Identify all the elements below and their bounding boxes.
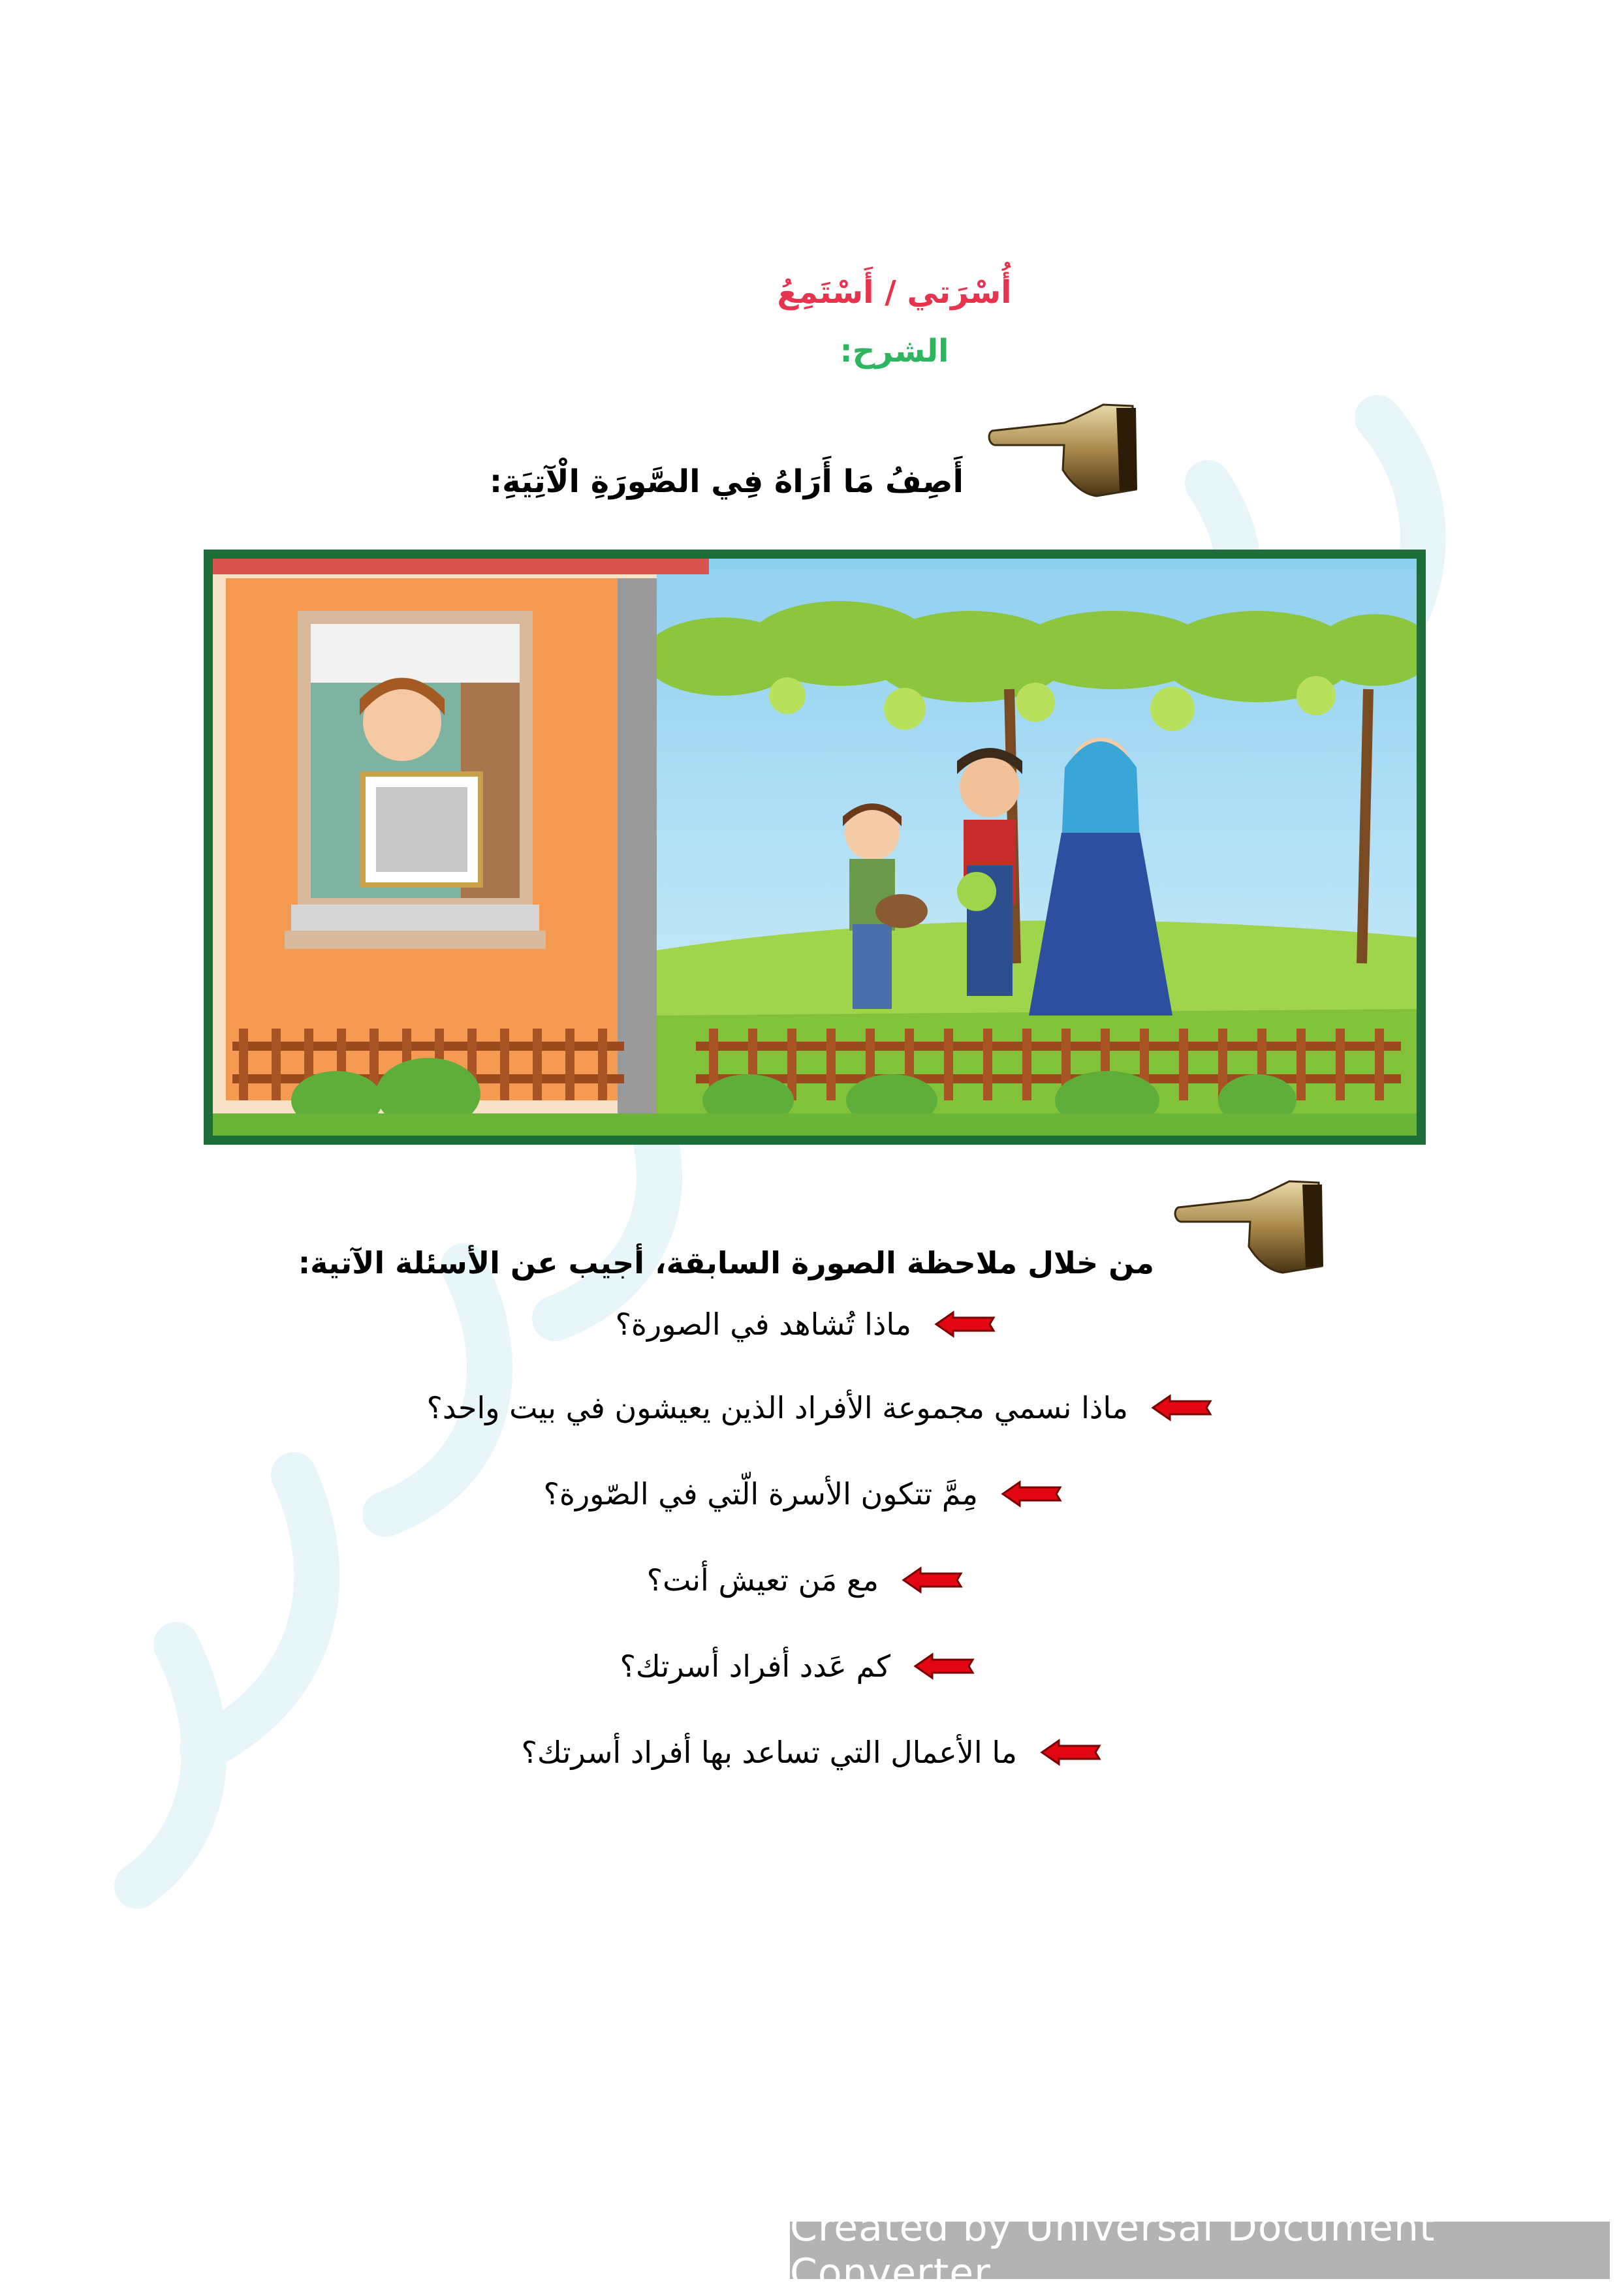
question-text: مِمَّ تتكون الأسرة الّتي في الصّورة؟ xyxy=(543,1476,978,1512)
question-text: كم عَدد أفراد أسرتك؟ xyxy=(620,1649,890,1684)
scene-illustration xyxy=(213,559,1417,1136)
question-text: ما الأعمال التي تساعد بها أفراد أسرتك؟ xyxy=(521,1735,1017,1770)
question-item xyxy=(620,1649,975,1684)
question-item xyxy=(615,1307,996,1342)
red-arrow-icon xyxy=(1150,1393,1213,1422)
page-title: أُسْرَتي / أَسْتَمِعُ xyxy=(777,274,1012,311)
red-arrow-icon xyxy=(901,1566,964,1594)
question-item xyxy=(647,1562,964,1598)
question-text: ماذا تُشاهد في الصورة؟ xyxy=(615,1307,911,1342)
question-item xyxy=(543,1476,1063,1512)
describe-instruction: أَصِفُ مَا أَرَاهُ فِي الصَّورَةِ الْآتِيَةِ: xyxy=(489,463,964,500)
red-arrow-icon xyxy=(934,1310,996,1339)
pointing-hand-icon xyxy=(1172,1168,1328,1279)
question-item xyxy=(426,1390,1213,1425)
red-arrow-icon xyxy=(913,1652,975,1681)
pointing-hand-icon xyxy=(986,392,1142,503)
red-arrow-icon xyxy=(1039,1738,1102,1767)
family-scene-image xyxy=(204,550,1426,1145)
question-text: ماذا نسمي مجموعة الأفراد الذين يعيشون في بيت واحد؟ xyxy=(426,1390,1128,1425)
question-text: مع مَن تعيش أنت؟ xyxy=(646,1562,879,1598)
converter-footer: Created by Universal Document Converter xyxy=(790,2222,1610,2279)
question-item xyxy=(522,1735,1102,1770)
red-arrow-icon xyxy=(1000,1480,1063,1508)
questions-instruction: من خلال ملاحظة الصورة السابقة، أجيب عن الأسئلة الآتية: xyxy=(298,1245,1154,1280)
section-subtitle: الشرح: xyxy=(840,333,949,369)
